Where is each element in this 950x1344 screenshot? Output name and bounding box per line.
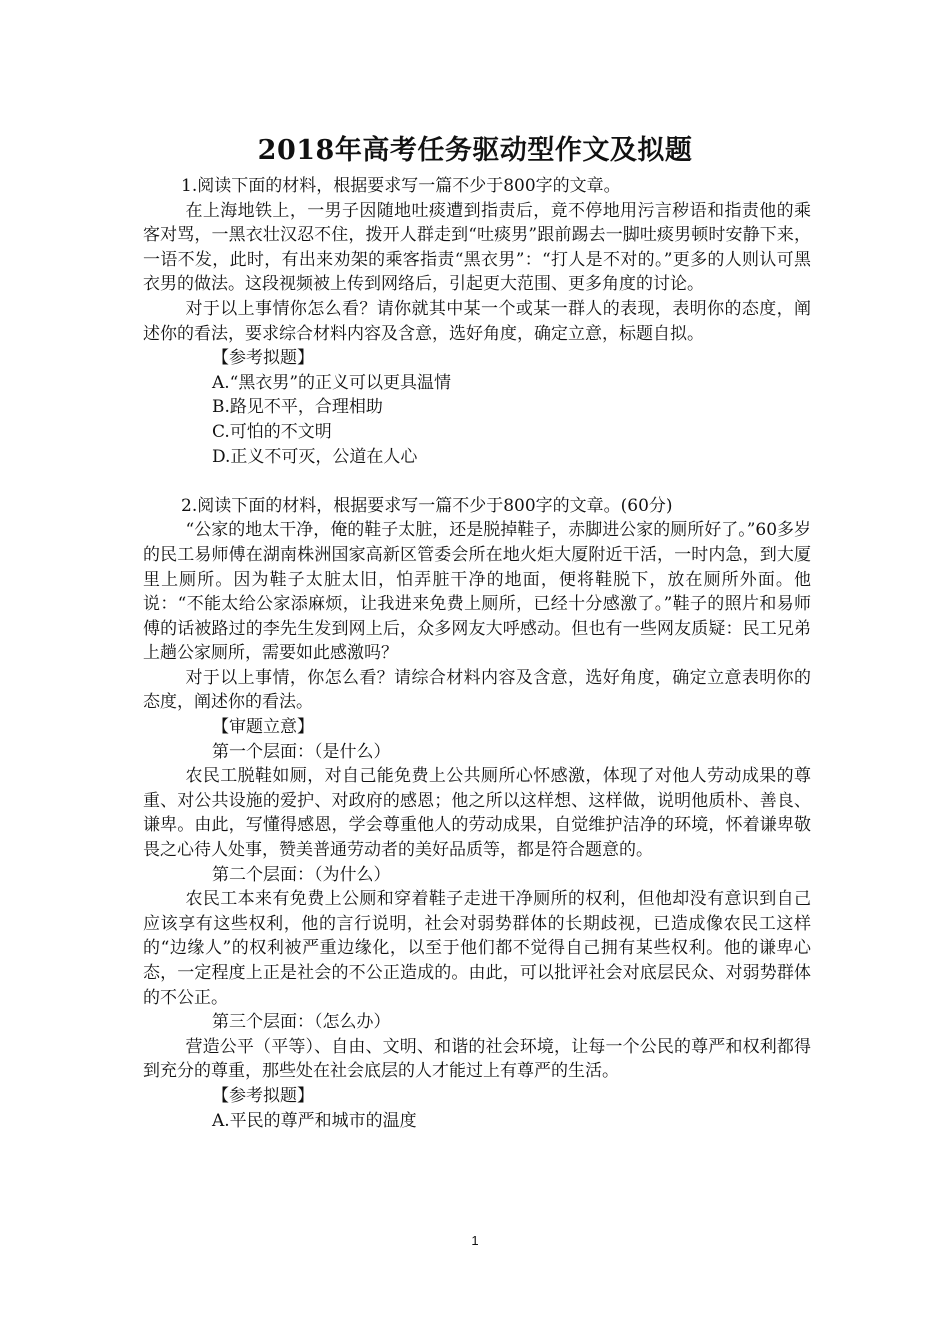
q2-task: 对于以上事情，你怎么看？请综合材料内容及含意，选好角度，确定立意表明你的态度，阐述你的看法。 — [143, 667, 811, 713]
q2-analysis-heading: 【审题立意】 — [212, 717, 314, 738]
document-body — [143, 174, 811, 1133]
q2-level1-heading: 第一个层面：（是什么） — [212, 741, 391, 762]
q2-ref-title: A.平民的尊严和城市的温度 — [212, 1110, 417, 1131]
q1-task: 对于以上事情你怎么看？请你就其中某一个或某一群人的表现，表明你的态度，阐述你的看法，要求综合材料内容及含意，选好角度，确定立意，标题自拟。 — [143, 298, 811, 344]
q2-level3-text: 营造公平（平等）、自由、文明、和谐的社会环境，让每一个公民的尊严和权利都得到充分的尊重，那些处在社会底层的人才能过上有尊严的生活。 — [143, 1036, 811, 1082]
q1-ref-heading: 【参考拟题】 — [212, 348, 314, 369]
q1-ref-title: B.路见不平，合理相助 — [212, 397, 383, 418]
q2-level3-heading: 第三个层面：（怎么办） — [212, 1012, 391, 1033]
q1-prompt: 1.阅读下面的材料，根据要求写一篇不少于800字的文章。 — [181, 176, 621, 196]
q1-ref-title: C.可怕的不文明 — [212, 421, 332, 442]
q2-material: “公家的地太干净，俺的鞋子太脏，还是脱掉鞋子，赤脚进公家的厕所好了。”60多岁的民工易师傅在湖南株洲国家高新区管委会所在地火炬大厦附近干活，一时内急，到大厦里上厕所。因为鞋子太脏太旧，怕弄脏干净的地面，便将鞋脱下，放在厕所外面。他说：“不能太给公家添麻烦，让我进来免费上厕所，已经十分感激了。”鞋子的照片和易师傅的话被路过的李先生发到网上后，众多网友大呼感动。但也有一些网友质疑：民工兄弟上趟公家厕所，需要如此感激吗？ — [143, 520, 812, 664]
page-number: 1 — [471, 1233, 479, 1248]
document-title: 2018年高考任务驱动型作文及拟题 — [257, 135, 693, 166]
q2-level2-text: 农民工本来有免费上公厕和穿着鞋子走进干净厕所的权利，但他却没有意识到自己应该享有这些权利，他的言行说明，社会对弱势群体的长期歧视，已造成像农民工这样的“边缘人”的权利被严重边缘化，以至于他们都不觉得自己拥有某些权利。他的谦卑心态，一定程度上正是社会的不公正造成的。由此，可以批评社会对底层民众、对弱势群体的不公正。 — [143, 889, 811, 1008]
q2-ref-heading: 【参考拟题】 — [212, 1085, 314, 1106]
q2-prompt: 2.阅读下面的材料，根据要求写一篇不少于800字的文章。(60分) — [181, 495, 673, 516]
q1-ref-title: D.正义不可灭，公道在人心 — [212, 446, 418, 467]
q1-ref-title: A.“黑衣男”的正义可以更具温情 — [212, 372, 452, 393]
q1-material: 在上海地铁上，一男子因随地吐痰遭到指责后，竟不停地用污言秽语和指责他的乘客对骂，一黑衣壮汉忍不住，拨开人群走到“吐痰男”跟前踢去一脚吐痰男顿时安静下来，一语不发，此时，有出来劝架的乘客指责“黑衣男”：“打人是不对的。”更多的人则认可黑衣男的做法。这段视频被上传到网络后，引起更大范围、更多角度的讨论。 — [143, 200, 811, 295]
q2-level2-heading: 第二个层面：（为什么） — [212, 864, 391, 885]
q2-level1-text: 农民工脱鞋如厕，对自己能免费上公共厕所心怀感激，体现了对他人劳动成果的尊重、对公共设施的爱护、对政府的感恩；他之所以这样想、这样做，说明他质朴、善良、谦卑。由此，写懂得感恩，学会尊重他人的劳动成果，自觉维护洁净的环境，怀着谦卑敬畏之心待人处事，赞美普通劳动者的美好品质等，都是符合题意的。 — [143, 766, 811, 861]
